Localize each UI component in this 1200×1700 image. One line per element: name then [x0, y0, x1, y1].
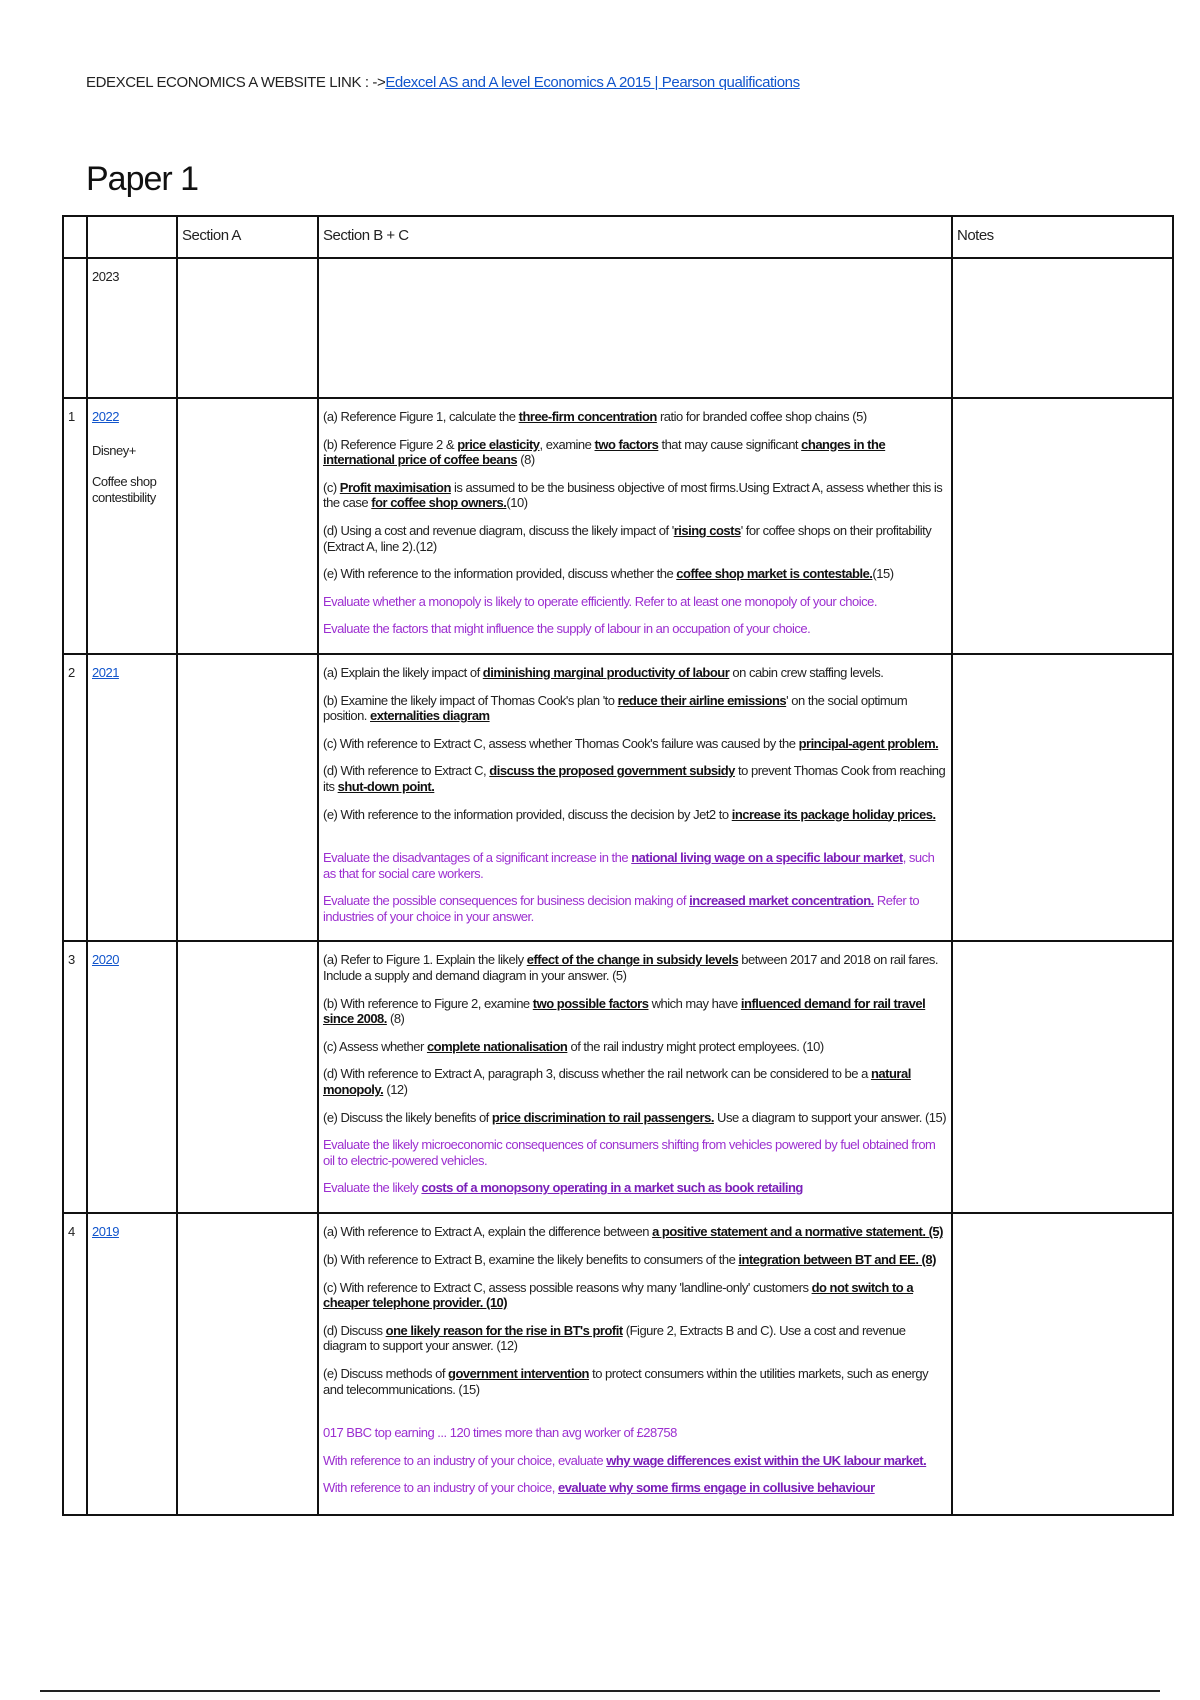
section-bc-cell [318, 654, 952, 942]
key-term: two factors [594, 436, 659, 452]
year-2023-label: 2023 [92, 269, 119, 284]
question-text: Evaluate the disadvantages of a significant increase in the [323, 850, 632, 866]
question-item [323, 1280, 947, 1311]
table-row [63, 654, 1173, 942]
question-text: on cabin crew staffing levels. [729, 664, 884, 680]
key-term: evaluate why some firms engage in collusive behaviour [557, 1480, 875, 1496]
key-term: one likely reason for the rise in BT's profit [385, 1322, 623, 1338]
key-term: effect of the change in subsidy levels [526, 952, 739, 968]
essay-question [323, 594, 947, 610]
section-a-cell [177, 398, 318, 654]
notes-cell [952, 1213, 1173, 1515]
row-number: 2 [68, 664, 75, 680]
bottom-divider [40, 1690, 1160, 1692]
question-item [323, 952, 947, 983]
section-a-cell [177, 941, 318, 1213]
question-item [323, 1224, 947, 1240]
header-cell-section-a: Section A [177, 216, 318, 258]
topic-note: Coffee shop contestibility [92, 474, 157, 505]
essay-question [323, 1480, 947, 1496]
question-text: (a) Reference Figure 1, calculate the [323, 409, 519, 424]
question-item [323, 1323, 947, 1354]
question-text: (8) [517, 452, 535, 468]
section-a-cell [177, 258, 318, 398]
question-text: (e) Discuss the likely benefits of [323, 1109, 492, 1125]
question-text: (c) [323, 479, 340, 495]
year-2020-link[interactable]: 2020 [92, 952, 119, 968]
key-term: principal-agent problem. [798, 735, 939, 751]
key-term: for coffee shop owners. [371, 495, 507, 511]
key-term: three-firm concentration [518, 409, 657, 424]
question-text: (e) With reference to the information provided, discuss the decision by Jet2 to [323, 806, 732, 822]
key-term: increase its package holiday prices. [731, 806, 936, 822]
question-text: (b) Reference Figure 2 & [323, 436, 458, 452]
header-cell-section-bc: Section B + C [318, 216, 952, 258]
row-number-cell [63, 398, 87, 654]
question-item [323, 1252, 947, 1268]
year-cell [87, 1213, 177, 1515]
key-term: natural monopoly. [323, 1066, 911, 1098]
key-term: Profit maximisation [339, 479, 451, 495]
question-text: Evaluate the likely [323, 1180, 422, 1196]
question-item [323, 437, 947, 468]
key-term: national living wage on a specific labour market [631, 850, 903, 866]
key-term: do not switch to a cheaper telephone provider. (10) [323, 1279, 914, 1311]
question-text: (c) Assess whether [323, 1038, 427, 1054]
row-number: 4 [68, 1224, 75, 1240]
year-2019-link[interactable]: 2019 [92, 1224, 119, 1240]
key-term: discuss the proposed government subsidy [489, 763, 735, 779]
question-text: ' on the social optimum position. [323, 692, 908, 724]
question-text: to protect consumers within the utilities markets, such as energy and telecommunications. (15) [323, 1366, 929, 1397]
key-term: government intervention [448, 1366, 589, 1382]
key-term: a positive statement and a normative statement. (5) [652, 1224, 943, 1240]
question-text: to prevent Thomas Cook from reaching its [323, 763, 946, 794]
question-text: ratio for branded coffee shop chains (5) [656, 409, 867, 424]
question-item [323, 763, 947, 794]
table-row [63, 941, 1173, 1213]
topic-note: Disney+ [92, 442, 136, 458]
section-bc-cell [318, 1213, 952, 1515]
question-text: 017 BBC top earning ... 120 times more than avg worker of £28758 [323, 1425, 677, 1441]
notes-cell [952, 258, 1173, 398]
key-term: complete nationalisation [426, 1038, 568, 1054]
question-text: Evaluate whether a monopoly is likely to operate efficiently. Refer to at least one monopoly of your choice. [323, 593, 877, 609]
question-text: Evaluate the factors that might influence the supply of labour in an occupation of your choice. [323, 621, 811, 637]
question-item [323, 1110, 947, 1126]
key-term: why wage differences exist within the UK labour market. [606, 1452, 927, 1468]
question-text: (a) With reference to Extract A, explain the difference between [323, 1224, 653, 1240]
key-term: price elasticity [457, 436, 540, 452]
row-number-cell [63, 654, 87, 942]
key-term: changes in the international price of coffee beans [323, 436, 886, 468]
question-text: (15) [872, 566, 894, 582]
essay-question [323, 1453, 947, 1469]
question-item [323, 566, 947, 582]
question-text: (12) [383, 1082, 408, 1098]
question-text: (b) Examine the likely impact of Thomas Cook's plan 'to [323, 692, 618, 708]
table-header-row [63, 216, 1173, 258]
key-term: diminishing marginal productivity of labour [482, 664, 730, 680]
question-text: With reference to an industry of your choice, [323, 1480, 558, 1496]
essay-question [323, 893, 947, 924]
question-text: (d) With reference to Extract A, paragraph 3, discuss whether the rail network can be considered to be a [323, 1066, 871, 1082]
key-term: two possible factors [532, 995, 649, 1011]
question-text: (8) [386, 1011, 405, 1027]
question-text: (d) Using a cost and revenue diagram, discuss the likely impact of ' [323, 522, 674, 538]
table-row [63, 258, 1173, 398]
row-number: 3 [68, 952, 75, 968]
section-a-cell [177, 654, 318, 942]
question-text: , examine [539, 436, 595, 452]
question-item [323, 480, 947, 511]
question-text: (b) With reference to Figure 2, examine [323, 995, 533, 1011]
question-item [323, 1039, 947, 1055]
year-2022-link[interactable]: 2022 [92, 409, 119, 424]
section-a-cell [177, 1213, 318, 1515]
question-item [323, 693, 947, 724]
section-bc-cell [318, 941, 952, 1213]
question-text: With reference to an industry of your choice, evaluate [323, 1452, 607, 1468]
question-item [323, 1366, 947, 1397]
table-row [63, 398, 1173, 654]
question-text: (a) Refer to Figure 1. Explain the likely [323, 952, 527, 968]
essay-question [323, 1137, 947, 1168]
question-text: which may have [648, 995, 741, 1011]
key-term: reduce their airline emissions [617, 692, 787, 708]
key-term: integration between BT and EE. (8) [738, 1252, 936, 1268]
website-link-prefix: EDEXCEL ECONOMICS A WEBSITE LINK : -> [86, 74, 386, 91]
notes-cell [952, 941, 1173, 1213]
section-bc-cell [318, 258, 952, 398]
key-term: increased market concentration. [689, 893, 874, 909]
question-text: between 2017 and 2018 on rail fares. Include a supply and demand diagram in your answer. (5) [323, 952, 938, 984]
question-text: (c) With reference to Extract C, assess possible reasons why many 'landline-only' customers [323, 1279, 812, 1295]
question-text: (10) [506, 495, 528, 511]
question-item [323, 409, 947, 425]
question-text: (b) With reference to Extract B, examine the likely benefits to consumers of the [323, 1252, 739, 1268]
key-term: costs of a monopsony operating in a market such as book retailing [421, 1180, 803, 1196]
year-2021-link[interactable]: 2021 [92, 664, 119, 680]
question-text: ' for coffee shops on their profitability (Extract A, line 2).(12) [323, 522, 932, 554]
row-number-cell [63, 258, 87, 398]
essay-question [323, 621, 947, 637]
question-text: Evaluate the possible consequences for business decision making of [323, 893, 690, 909]
question-item [323, 736, 947, 752]
question-item [323, 665, 947, 681]
question-text: of the rail industry might protect employees. (10) [567, 1038, 824, 1054]
question-text: (Figure 2, Extracts B and C). Use a cost and revenue diagram to support your answer. (12) [323, 1322, 906, 1354]
header-cell-notes: Notes [952, 216, 1173, 258]
year-cell [87, 654, 177, 942]
question-text: that may cause significant [658, 436, 802, 452]
header-cell-number [63, 216, 87, 258]
question-item [323, 1066, 947, 1097]
key-term: shut-down point. [337, 778, 435, 794]
key-term: rising costs [673, 522, 741, 538]
question-text: Evaluate the likely microeconomic consequences of consumers shifting from vehicles powered by fuel obtained from oil to electric-powered vehicles. [323, 1137, 936, 1168]
paper-table [62, 215, 1174, 1516]
header-cell-year [87, 216, 177, 258]
question-text: (e) Discuss methods of [323, 1366, 449, 1382]
key-term: influenced demand for rail travel since 2008. [323, 995, 926, 1027]
year-cell [87, 398, 177, 654]
question-item [323, 996, 947, 1027]
question-text: , such as that for social care workers. [323, 850, 935, 881]
key-term: price discrimination to rail passengers. [491, 1109, 714, 1125]
question-text: (d) Discuss [323, 1322, 386, 1338]
question-item [323, 807, 947, 823]
key-term: coffee shop market is contestable. [676, 566, 873, 582]
row-number-cell [63, 1213, 87, 1515]
notes-cell [952, 654, 1173, 942]
year-cell [87, 258, 177, 398]
question-text: (d) With reference to Extract C, [323, 763, 490, 779]
row-number: 1 [68, 409, 75, 424]
essay-question [323, 1180, 947, 1196]
question-text: (c) With reference to Extract C, assess whether Thomas Cook's failure was caused by the [323, 735, 799, 751]
row-number-cell [63, 941, 87, 1213]
essay-question [323, 1425, 947, 1441]
question-text: is assumed to be the business objective of most firms.Using Extract A, assess whether this is the case [323, 479, 943, 511]
question-text: Refer to industries of your choice in your answer. [323, 893, 920, 924]
question-item [323, 523, 947, 554]
key-term: externalities diagram [370, 708, 490, 724]
pearson-qualifications-link[interactable]: Edexcel AS and A level Economics A 2015 | Pearson qualifications [385, 74, 800, 91]
section-bc-cell [318, 398, 952, 654]
year-cell [87, 941, 177, 1213]
question-text: (e) With reference to the information provided, discuss whether the [323, 566, 677, 582]
question-text: Use a diagram to support your answer. (15) [713, 1109, 947, 1125]
table-row [63, 1213, 1173, 1515]
essay-question [323, 850, 947, 881]
page-title: Paper 1 [86, 160, 199, 198]
website-link-line [86, 74, 800, 91]
question-text: (a) Explain the likely impact of [323, 664, 483, 680]
notes-cell [952, 398, 1173, 654]
